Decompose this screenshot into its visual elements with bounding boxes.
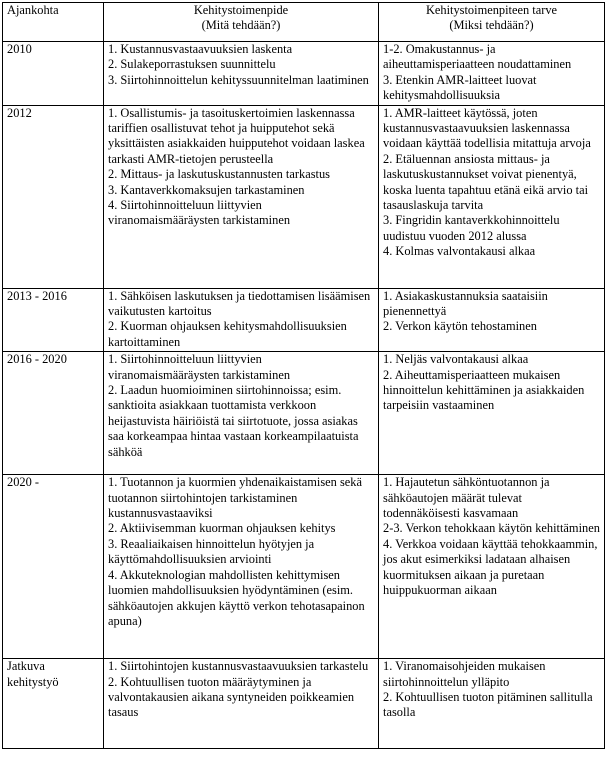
action-item: 4. Akkuteknologian mahdollisten kehittymisen luomien mahdollisuuksien hyödyntäminen (esim. sähköautojen akkujen käyttö verkon tehotasapainon apuna) xyxy=(108,567,365,628)
header-need xyxy=(379,3,605,42)
action-item: 1. Sähköisen laskutuksen ja tiedottamisen lisäämisen vaikutusten kartoitus xyxy=(108,288,371,319)
period-cell: 2010 xyxy=(3,42,104,106)
action-cell xyxy=(104,42,379,106)
action-item: 1. Osallistumis- ja tasoituskertoimien laskennassa tariffien osallistuvat tehot ja huipputehot sekä yksittäisten asiakkaiden huipputehot voidaan laskea tarkasti AMR-tietojen perusteella xyxy=(108,105,365,166)
action-cell xyxy=(104,475,379,659)
development-plan-table xyxy=(2,2,605,749)
need-item: 1. Neljäs valvontakausi alkaa xyxy=(383,352,529,367)
need-cell xyxy=(379,352,605,475)
need-item: 3. Etenkin AMR-laitteet luovat kehitysmahdollisuuksia xyxy=(383,72,537,103)
need-item: 3. Fingridin kantaverkkohinnoittelu uudistuu vuoden 2012 alussa xyxy=(383,213,560,243)
need-cell xyxy=(379,659,605,749)
need-cell xyxy=(379,475,605,659)
action-item: 3. Reaaliaikaisen hinnoittelun hyötyjen ja käyttömahdollisuuksien arviointi xyxy=(108,536,315,567)
action-cell xyxy=(104,105,379,288)
action-cell xyxy=(104,659,379,749)
action-item: 4. Siirtohinnoitteluun liittyvien viranomaismääräysten tarkistaminen xyxy=(108,198,291,228)
action-item: 2. Sulakeporrastuksen suunnittelu xyxy=(108,57,276,72)
table-row xyxy=(3,659,605,749)
need-item: 2-3. Verkon tehokkaan käytön kehittäminen xyxy=(383,521,600,536)
table-header-row xyxy=(3,3,605,42)
header-period-title: Ajankohta xyxy=(7,3,59,17)
action-item: 2. Kuorman ohjauksen kehitysmahdollisuuksien kartoittaminen xyxy=(108,319,347,349)
action-item: 3. Kantaverkkomaksujen tarkastaminen xyxy=(108,182,305,197)
table-row xyxy=(3,105,605,288)
need-item: 1. Asiakaskustannuksia saataisiin pienennettyä xyxy=(383,288,548,319)
header-period xyxy=(3,3,104,42)
table-row xyxy=(3,288,605,352)
need-item: 1. AMR-laitteet käytössä, joten kustannusvastaavuuksien laskennassa voidaan käyttää todellisia mitattuja arvoja xyxy=(383,105,591,151)
need-item: 2. Etäluennan ansiosta mittaus- ja laskutuskustannukset voivat pienentyä, koska luenta tapahtuu etänä eikä arvio tai tasauslaskuja tarvita xyxy=(383,151,589,213)
need-item: 2. Aiheuttamisperiaatteen mukaisen hinnoittelun kehittäminen ja asiakkaiden tarpeisiin vastaaminen xyxy=(383,367,585,413)
action-item: 2. Laadun huomioiminen siirtohinnoissa; esim. sanktioita asiakkaan tuottamista verkkoon heijastuvista häiriöistä tai siirtotuote, jossa asiakas saa korkeampaa hintaa vastaan korkeampilaatuista sähköä xyxy=(108,383,359,459)
action-item: 2. Kohtuullisen tuoton määräytyminen ja valvontakausien aikana syntyneiden poikkeamien tasaus xyxy=(108,674,355,720)
action-item: 2. Aktiivisemman kuorman ohjauksen kehitys xyxy=(108,521,336,536)
header-action-subtitle: (Mitä tehdään?) xyxy=(201,18,281,33)
period-cell: Jatkuva kehitystyö xyxy=(3,659,104,749)
need-item: 4. Verkkoa voidaan käyttää tehokkaammin, jos akut esimerkiksi ladataan alhaisen kuormituksen aikaan ja puretaan huippukuorman aikaan xyxy=(383,536,598,598)
need-item: 1. Hajautetun sähköntuotannon ja sähköautojen määrät tulevat todennäköisesti kasvamaan xyxy=(383,475,550,521)
action-item: 3. Siirtohinnoittelun kehityssuunnitelman laatiminen xyxy=(108,72,369,87)
period-cell: 2020 - xyxy=(3,475,104,659)
need-item: 1. Viranomaisohjeiden mukaisen siirtohinnoittelun ylläpito xyxy=(383,659,546,689)
table-row xyxy=(3,352,605,475)
action-cell xyxy=(104,352,379,475)
table-row xyxy=(3,475,605,659)
header-action xyxy=(104,3,379,42)
action-item: 1. Tuotannon ja kuormien yhdenaikaistamisen sekä tuotannon siirtohintojen tarkistaminen kustannusvastaaviksi xyxy=(108,475,362,521)
period-cell: 2016 - 2020 xyxy=(3,352,104,475)
need-cell xyxy=(379,288,605,352)
action-cell xyxy=(104,288,379,352)
period-cell: 2012 xyxy=(3,105,104,288)
action-item: 2. Mittaus- ja laskutuskustannusten tarkastus xyxy=(108,167,330,182)
action-item: 1. Kustannusvastaavuuksien laskenta xyxy=(108,42,293,56)
need-item: 2. Verkon käytön tehostaminen xyxy=(383,319,537,334)
action-item: 1. Siirtohintojen kustannusvastaavuuksien tarkastelu xyxy=(108,659,369,674)
action-item: 1. Siirtohinnoitteluun liittyvien viranomaismääräysten tarkistaminen xyxy=(108,352,291,382)
header-need-title: Kehitystoimenpiteen tarve xyxy=(425,3,558,17)
need-item: 1-2. Omakustannus- ja aiheuttamisperiaatteen noudattaminen xyxy=(383,42,572,72)
header-need-subtitle: (Miksi tehdään?) xyxy=(449,18,534,33)
need-cell xyxy=(379,105,605,288)
need-item: 2. Kohtuullisen tuoton pitäminen sallitulla tasolla xyxy=(383,690,593,720)
header-action-title: Kehitystoimenpide xyxy=(193,3,289,17)
need-cell xyxy=(379,42,605,106)
period-cell: 2013 - 2016 xyxy=(3,288,104,352)
table-row xyxy=(3,42,605,106)
need-item: 4. Kolmas valvontakausi alkaa xyxy=(383,244,536,259)
